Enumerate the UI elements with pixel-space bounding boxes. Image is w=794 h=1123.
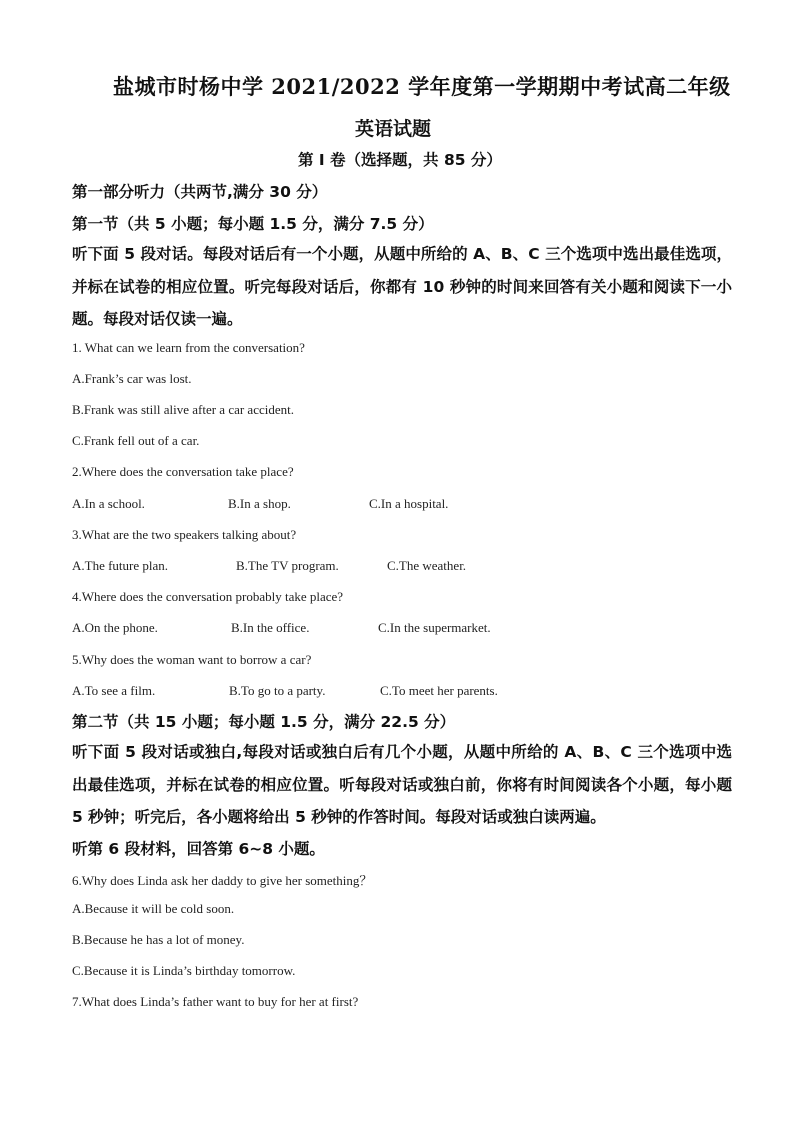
question-stem: 6.Why does Linda ask her daddy to give her something？ <box>72 873 373 888</box>
option-a: A.The future plan. <box>72 558 169 573</box>
option-c: C.To meet her parents. <box>380 683 498 698</box>
option-a: A.On the phone. <box>72 620 158 635</box>
option-c: C.Frank fell out of a car. <box>72 433 200 448</box>
section1-instruction: 听下面 5 段对话。每段对话后有一个小题，从题中所给的 A、B、C 三个选项中选出最佳选项，并标在试卷的相应位置。听完每段对话后，你都有 10 秒钟的时间来回答有关小题和阅读下一小题。每段对话仅读一遍。 <box>72 245 732 328</box>
option-b: B.In a shop. <box>228 496 291 511</box>
section2-instruction: 听下面 5 段对话或独白,每段对话或独白后有几个小题，从题中所给的 A、B、C 三个选项中选出最佳选项，并标在试卷的相应位置。听每段对话或独白前，你将有时间阅读各个小题，每小题 5 秒钟；听完后，各小题将给出 5 秒钟的作答时间。每段对话或独白读两遍。 <box>72 743 732 826</box>
volume-heading: 第 I 卷（选择题，共 85 分） <box>298 151 502 169</box>
option-b: B.Frank was still alive after a car accident. <box>72 402 294 417</box>
section2-heading: 第二节（共 15 小题；每小题 1.5 分，满分 22.5 分） <box>72 713 456 731</box>
question-stem: 5.Why does the woman want to borrow a car? <box>72 652 312 667</box>
question-stem: 7.What does Linda’s father want to buy for her at first? <box>72 994 359 1009</box>
option-a: A.Because it will be cold soon. <box>72 901 235 916</box>
option-b: B.In the office. <box>231 620 310 635</box>
question-stem: 4.Where does the conversation probably take place? <box>72 589 344 604</box>
option-a: A.In a school. <box>72 496 145 511</box>
option-b: B.Because he has a lot of money. <box>72 932 245 947</box>
part1-heading: 第一部分听力（共两节,满分 30 分） <box>72 183 328 201</box>
option-a: A.To see a film. <box>72 683 156 698</box>
subject-title: 英语试题 <box>355 118 432 140</box>
option-b: B.The TV program. <box>236 558 339 573</box>
option-c: C.In a hospital. <box>369 496 449 511</box>
option-c: C.In the supermarket. <box>378 620 491 635</box>
exam-title: 盐城市时杨中学 2021/2022 学年度第一学期期中考试高二年级 <box>113 74 731 99</box>
question-stem: 1. What can we learn from the conversation? <box>72 340 305 355</box>
option-a: A.Frank’s car was lost. <box>72 371 192 386</box>
question-stem: 2.Where does the conversation take place? <box>72 464 294 479</box>
option-c: C.The weather. <box>387 558 467 573</box>
section1-heading: 第一节（共 5 小题；每小题 1.5 分，满分 7.5 分） <box>72 215 434 233</box>
option-c: C.Because it is Linda’s birthday tomorrow. <box>72 963 296 978</box>
option-b: B.To go to a party. <box>229 683 326 698</box>
material-heading: 听第 6 段材料，回答第 6~8 小题。 <box>72 840 325 858</box>
question-stem: 3.What are the two speakers talking about? <box>72 527 297 542</box>
